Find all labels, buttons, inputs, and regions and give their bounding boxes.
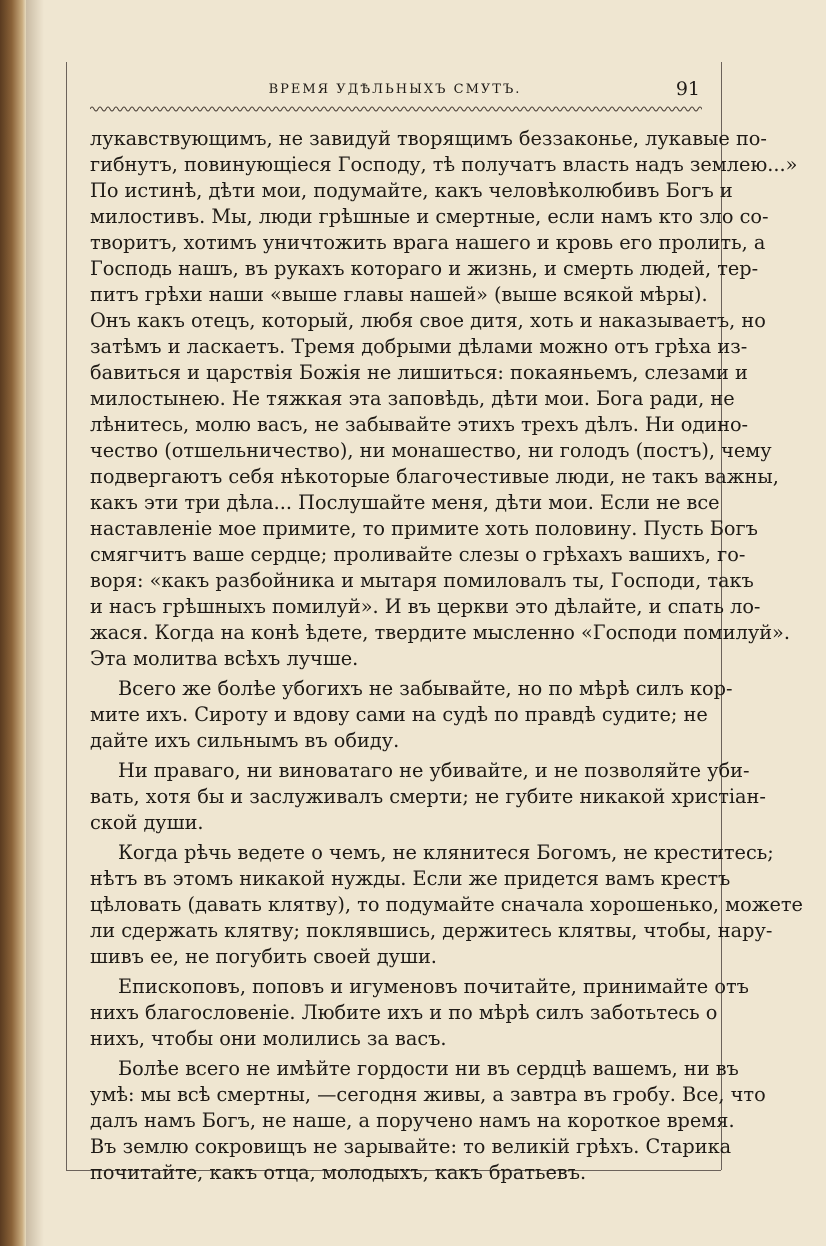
text-line: жася. Когда на конѣ ѣдете, твердите мысленно «Господи помилуй». [90,621,790,644]
text-line: ли сдержать клятву; поклявшись, держитесь клятвы, чтобы, нару- [90,919,773,942]
text-line: Онъ какъ отецъ, который, любя свое дитя, хоть и наказываетъ, но [90,309,766,332]
spine-shadow [26,0,44,1246]
page-number: 91 [675,78,700,100]
text-line: лѣнитесь, молю васъ, не забывайте этихъ трехъ дѣлъ. Ни одино- [90,413,749,436]
text-line: и насъ грѣшныхъ помилуй». И въ церкви это дѣлайте, и спать ло- [90,595,761,618]
text-line: Эта молитва всѣхъ лучше. [90,647,359,670]
text-line: воря: «какъ разбойника и мытаря помиловалъ ты, Господи, такъ [90,569,754,592]
text-line: Когда рѣчь ведете о чемъ, не клянитеся Богомъ, не креститесь; [118,841,774,864]
text-line: подвергаютъ себя нѣкоторые благочестивые люди, не такъ важны, [90,465,779,488]
text-line: По истинѣ, дѣти мои, подумайте, какъ человѣколюбивъ Богъ и [90,179,733,202]
text-line: чество (отшельничество), ни монашество, ни голодъ (постъ), чему [90,439,772,462]
text-line: почитайте, какъ отца, молодыхъ, какъ братьевъ. [90,1161,587,1184]
text-line: смягчитъ ваше сердце; проливайте слезы о грѣхахъ вашихъ, го- [90,543,746,566]
text-line: бавиться и царствія Божія не лишиться: покаяньемъ, слезами и [90,361,748,384]
text-line: наставленіе мое примите, то примите хоть половину. Пусть Богъ [90,517,758,540]
text-line: умѣ: мы всѣ смертны, —сегодня живы, а завтра въ гробу. Все, что [90,1083,766,1106]
text-line: затѣмъ и ласкаетъ. Тремя добрыми дѣлами можно отъ грѣха из- [90,335,748,358]
text-line: Всего же болѣе убогихъ не забывайте, но по мѣрѣ силъ кор- [118,677,733,700]
text-line: питъ грѣхи наши «выше главы нашей» (выше всякой мѣры). [90,283,708,306]
text-line: милостивъ. Мы, люди грѣшные и смертные, если намъ кто зло со- [90,205,769,228]
text-line: дайте ихъ сильнымъ въ обиду. [90,729,400,752]
body-text [90,126,803,1186]
page-header [90,78,700,104]
running-title: ВРЕМЯ УДѢЛЬНЫХЪ СМУТЪ. [268,82,522,97]
text-line: милостынею. Не тяжкая эта заповѣдь, дѣти мои. Бога ради, не [90,387,735,410]
text-line: Епископовъ, поповъ и игуменовъ почитайте, принимайте отъ [118,975,749,998]
text-line: шивъ ее, не погубить своей души. [90,945,437,968]
text-line: вать, хотя бы и заслуживалъ смерти; не губите никакой христіан- [90,785,766,808]
text-line: гибнутъ, повинующіеся Господу, тѣ получатъ власть надъ землею...» [90,153,798,176]
text-line: далъ намъ Богъ, не наше, а поручено намъ на короткое время. [90,1109,735,1132]
text-line: нихъ благословеніе. Любите ихъ и по мѣрѣ силъ заботьтесь о [90,1001,718,1024]
wavy-rule [90,104,702,114]
book-spine [0,0,26,1246]
text-line: Господь нашъ, въ рукахъ котораго и жизнь, и смерть людей, тер- [90,257,759,280]
text-line: какъ эти три дѣла... Послушайте меня, дѣти мои. Если не все [90,491,720,514]
text-line: нѣтъ въ этомъ никакой нужды. Если же придется вамъ крестъ [90,867,731,890]
text-line: Болѣе всего не имѣйте гордости ни въ сердцѣ вашемъ, ни въ [118,1057,739,1080]
text-line: лукавствующимъ, не завидуй творящимъ беззаконье, лукавые по- [90,127,767,150]
text-line: Ни праваго, ни виноватаго не убивайте, и не позволяйте уби- [118,759,750,782]
text-line: творитъ, хотимъ уничтожить врага нашего и кровь его пролить, а [90,231,766,254]
text-line: нихъ, чтобы они молились за васъ. [90,1027,447,1050]
text-line: цѣловать (давать клятву), то подумайте сначала хорошенько, можете [90,893,803,916]
text-line: мите ихъ. Сироту и вдову сами на судѣ по правдѣ судите; не [90,703,708,726]
text-line: Въ землю сокровищъ не зарывайте: то великій грѣхъ. Старика [90,1135,732,1158]
text-line: ской души. [90,811,204,834]
